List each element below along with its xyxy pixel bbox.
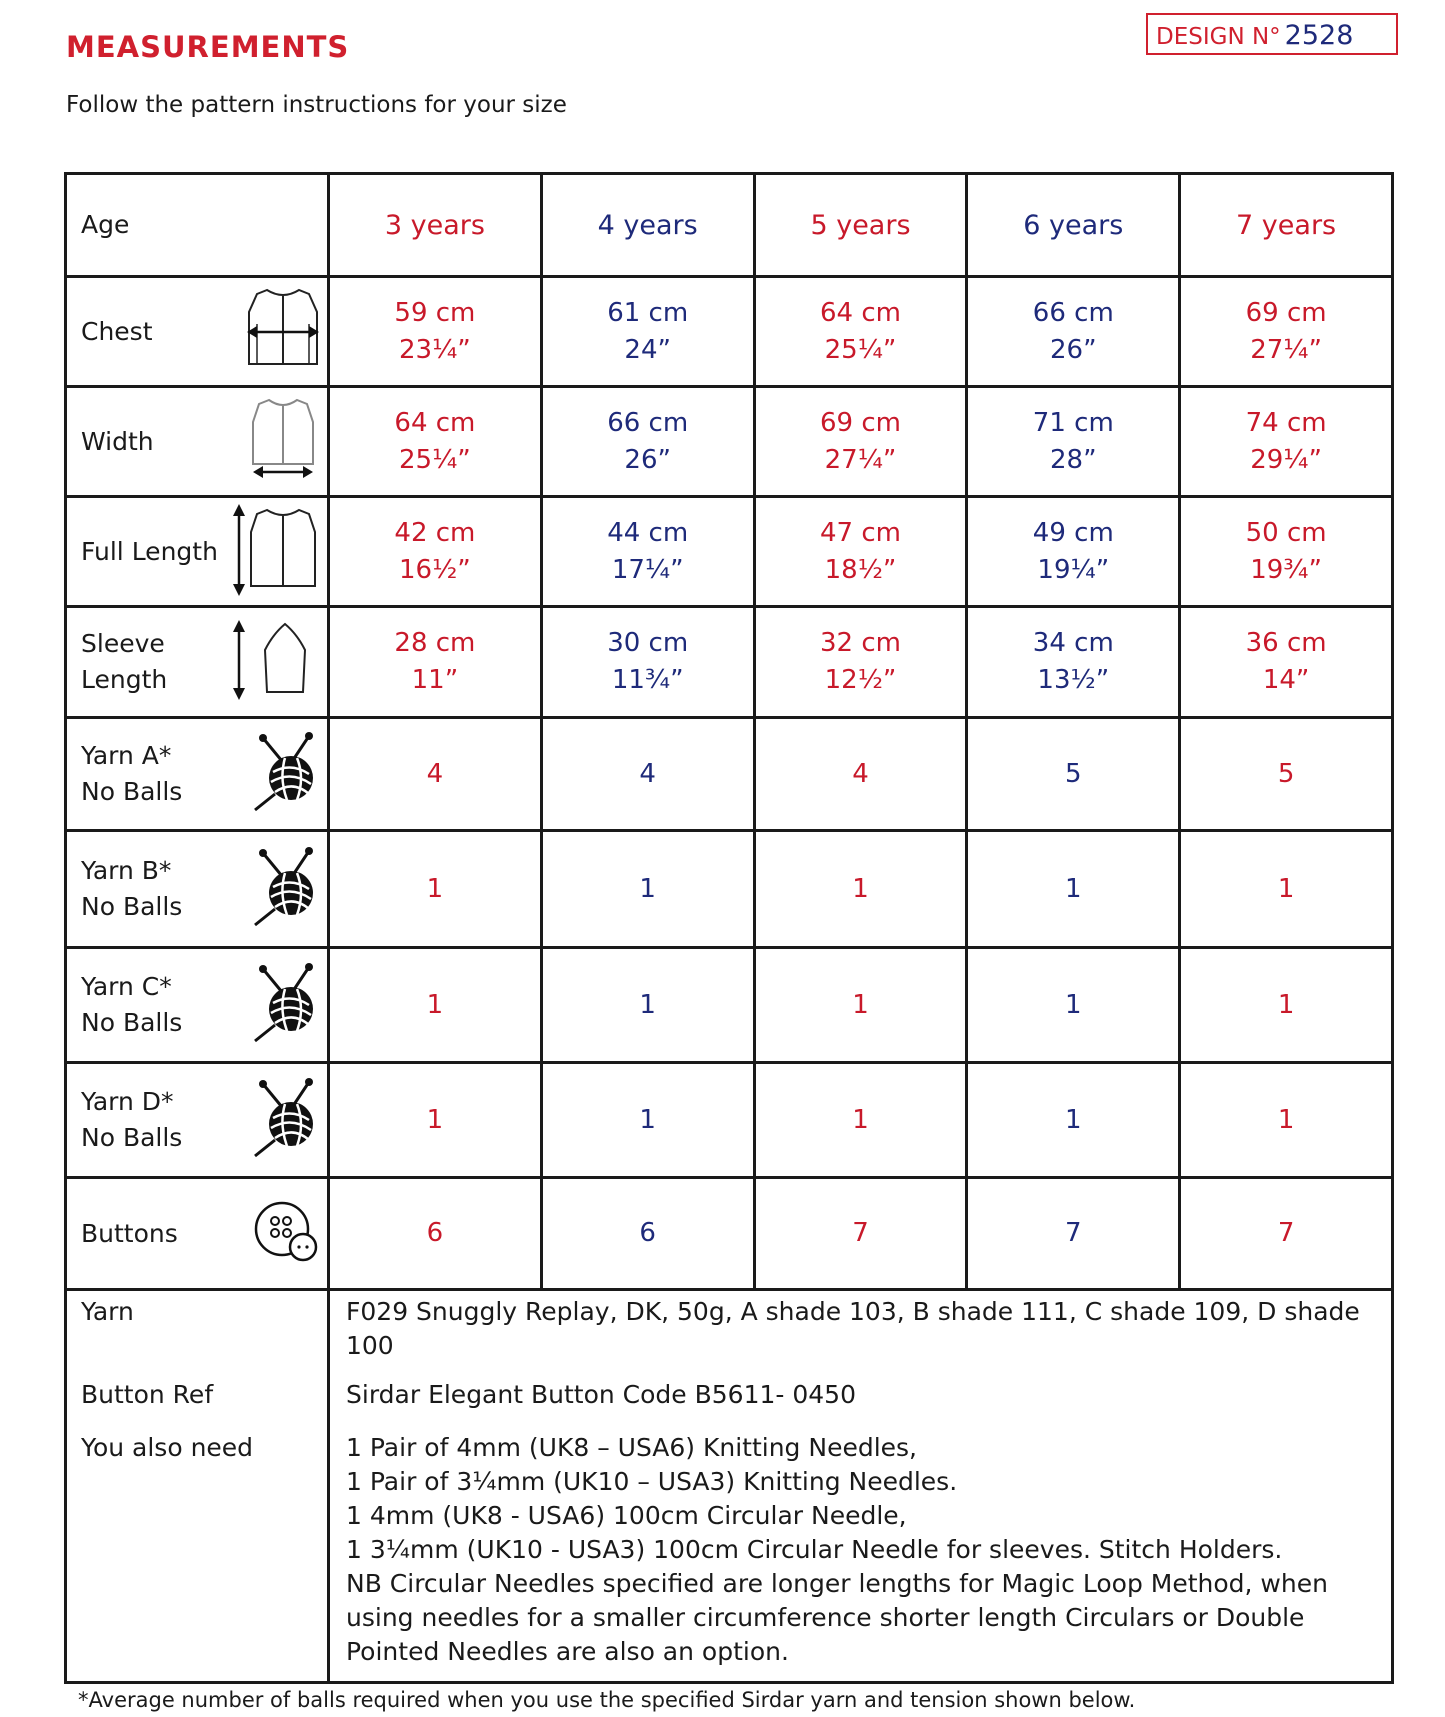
yarn-ball-icon <box>251 732 321 816</box>
yarn-ball-icon <box>251 847 321 931</box>
row-label-cell <box>66 831 329 948</box>
value-cell: 7 years <box>1180 174 1393 277</box>
value-cell: 1 <box>967 1063 1180 1178</box>
row-label: Age <box>81 210 130 239</box>
also-need-list <box>329 1413 1393 1683</box>
value-cell: 6 <box>329 1178 542 1290</box>
also-need-item: 1 4mm (UK8 - USA6) 100cm Circular Needle, <box>346 1501 907 1530</box>
measurements-table <box>64 172 1394 1291</box>
value-cell: 49 cm 19¼” <box>967 497 1180 607</box>
value-cell: 4 years <box>541 174 754 277</box>
yarn-ball-icon <box>251 963 321 1047</box>
value-cell: 1 <box>754 831 967 948</box>
also-need-note: NB Circular Needles specified are longer lengths for Magic Loop Method, when using needles for a smaller circumference shorter length Circulars or Double Pointed Needles are also an option. <box>346 1569 1328 1666</box>
value-cell: 1 <box>541 948 754 1063</box>
value-cell: 47 cm 18½” <box>754 497 967 607</box>
row-label-cell <box>66 1063 329 1178</box>
row-label-cell <box>66 948 329 1063</box>
row-label-cell <box>66 718 329 831</box>
value-cell: 61 cm 24” <box>541 277 754 387</box>
value-cell: 66 cm 26” <box>967 277 1180 387</box>
value-cell: 1 <box>329 831 542 948</box>
sleeve-length-icon <box>229 620 321 704</box>
also-need-item: 1 3¼mm (UK10 - USA3) 100cm Circular Needle for sleeves. Stitch Holders. <box>346 1535 1283 1564</box>
row-label: Buttons <box>81 1218 178 1248</box>
row-label: Chest <box>81 316 153 346</box>
materials-table <box>64 1281 1394 1684</box>
value-cell: 5 years <box>754 174 967 277</box>
value-cell: 5 <box>967 718 1180 831</box>
measurement-row <box>66 174 1393 277</box>
value-cell: 7 <box>1180 1178 1393 1290</box>
value-cell: 3 years <box>329 174 542 277</box>
row-label: Yarn C* No Balls <box>81 972 183 1037</box>
measurement-row <box>66 1178 1393 1290</box>
yarn-ball-icon <box>251 1078 321 1162</box>
design-number-box <box>1146 13 1398 55</box>
value-cell: 7 <box>967 1178 1180 1290</box>
row-label: Yarn A* No Balls <box>81 741 183 806</box>
value-cell: 44 cm 17¼” <box>541 497 754 607</box>
measurement-row <box>66 387 1393 497</box>
button-icon <box>251 1197 321 1271</box>
measurement-row <box>66 948 1393 1063</box>
value-cell: 69 cm 27¼” <box>1180 277 1393 387</box>
value-cell: 74 cm 29¼” <box>1180 387 1393 497</box>
value-cell: 69 cm 27¼” <box>754 387 967 497</box>
row-label-cell <box>66 1178 329 1290</box>
also-need-label: You also need <box>66 1413 329 1683</box>
also-need-item: 1 Pair of 3¼mm (UK10 – USA3) Knitting Needles. <box>346 1467 958 1496</box>
value-cell: 30 cm 11¾” <box>541 607 754 718</box>
value-cell: 1 <box>541 1063 754 1178</box>
value-cell: 7 <box>754 1178 967 1290</box>
also-need-item: 1 Pair of 4mm (UK8 – USA6) Knitting Needles, <box>346 1433 918 1462</box>
value-cell: 64 cm 25¼” <box>329 387 542 497</box>
footnote: *Average number of balls required when you use the specified Sirdar yarn and tension shown below. <box>78 1688 1136 1712</box>
row-label-cell <box>66 277 329 387</box>
yarn-label: Yarn <box>66 1281 329 1364</box>
measurement-row <box>66 831 1393 948</box>
row-label: Width <box>81 426 154 456</box>
value-cell: 71 cm 28” <box>967 387 1180 497</box>
value-cell: 1 <box>754 1063 967 1178</box>
button-ref-value: Sirdar Elegant Button Code B5611- 0450 <box>329 1364 1393 1413</box>
value-cell: 42 cm 16½” <box>329 497 542 607</box>
garment-chest-icon <box>245 284 321 380</box>
value-cell: 64 cm 25¼” <box>754 277 967 387</box>
value-cell: 1 <box>754 948 967 1063</box>
value-cell: 1 <box>967 831 1180 948</box>
value-cell: 50 cm 19¾” <box>1180 497 1393 607</box>
measurement-row <box>66 1063 1393 1178</box>
row-label: Sleeve Length <box>81 629 168 694</box>
value-cell: 28 cm 11” <box>329 607 542 718</box>
button-ref-label: Button Ref <box>66 1364 329 1413</box>
measurement-row <box>66 497 1393 607</box>
value-cell: 1 <box>1180 1063 1393 1178</box>
value-cell: 6 <box>541 1178 754 1290</box>
value-cell: 36 cm 14” <box>1180 607 1393 718</box>
row-label: Full Length <box>81 536 218 566</box>
value-cell: 4 <box>754 718 967 831</box>
value-cell: 6 years <box>967 174 1180 277</box>
value-cell: 1 <box>967 948 1180 1063</box>
measurement-row <box>66 607 1393 718</box>
row-label-cell <box>66 497 329 607</box>
row-label: Yarn D* No Balls <box>81 1087 183 1152</box>
value-cell: 1 <box>329 1063 542 1178</box>
value-cell: 59 cm 23¼” <box>329 277 542 387</box>
value-cell: 66 cm 26” <box>541 387 754 497</box>
value-cell: 4 <box>541 718 754 831</box>
row-label-cell <box>66 174 329 277</box>
measurement-row <box>66 718 1393 831</box>
value-cell: 1 <box>1180 831 1393 948</box>
value-cell: 4 <box>329 718 542 831</box>
page-title: MEASUREMENTS <box>66 30 350 64</box>
measurement-row <box>66 277 1393 387</box>
value-cell: 1 <box>1180 948 1393 1063</box>
value-cell: 5 <box>1180 718 1393 831</box>
value-cell: 34 cm 13½” <box>967 607 1180 718</box>
value-cell: 32 cm 12½” <box>754 607 967 718</box>
row-label-cell <box>66 387 329 497</box>
row-label: Yarn B* No Balls <box>81 856 183 921</box>
value-cell: 1 <box>541 831 754 948</box>
row-label-cell <box>66 607 329 718</box>
page-subtitle: Follow the pattern instructions for your size <box>66 92 567 118</box>
yarn-value: F029 Snuggly Replay, DK, 50g, A shade 103, B shade 111, C shade 109, D shade 100 <box>329 1281 1393 1364</box>
value-cell: 1 <box>329 948 542 1063</box>
garment-width-icon <box>245 394 321 490</box>
design-number: 2528 <box>1284 20 1354 51</box>
design-label: DESIGN N° <box>1156 24 1281 50</box>
garment-length-icon <box>229 502 321 602</box>
